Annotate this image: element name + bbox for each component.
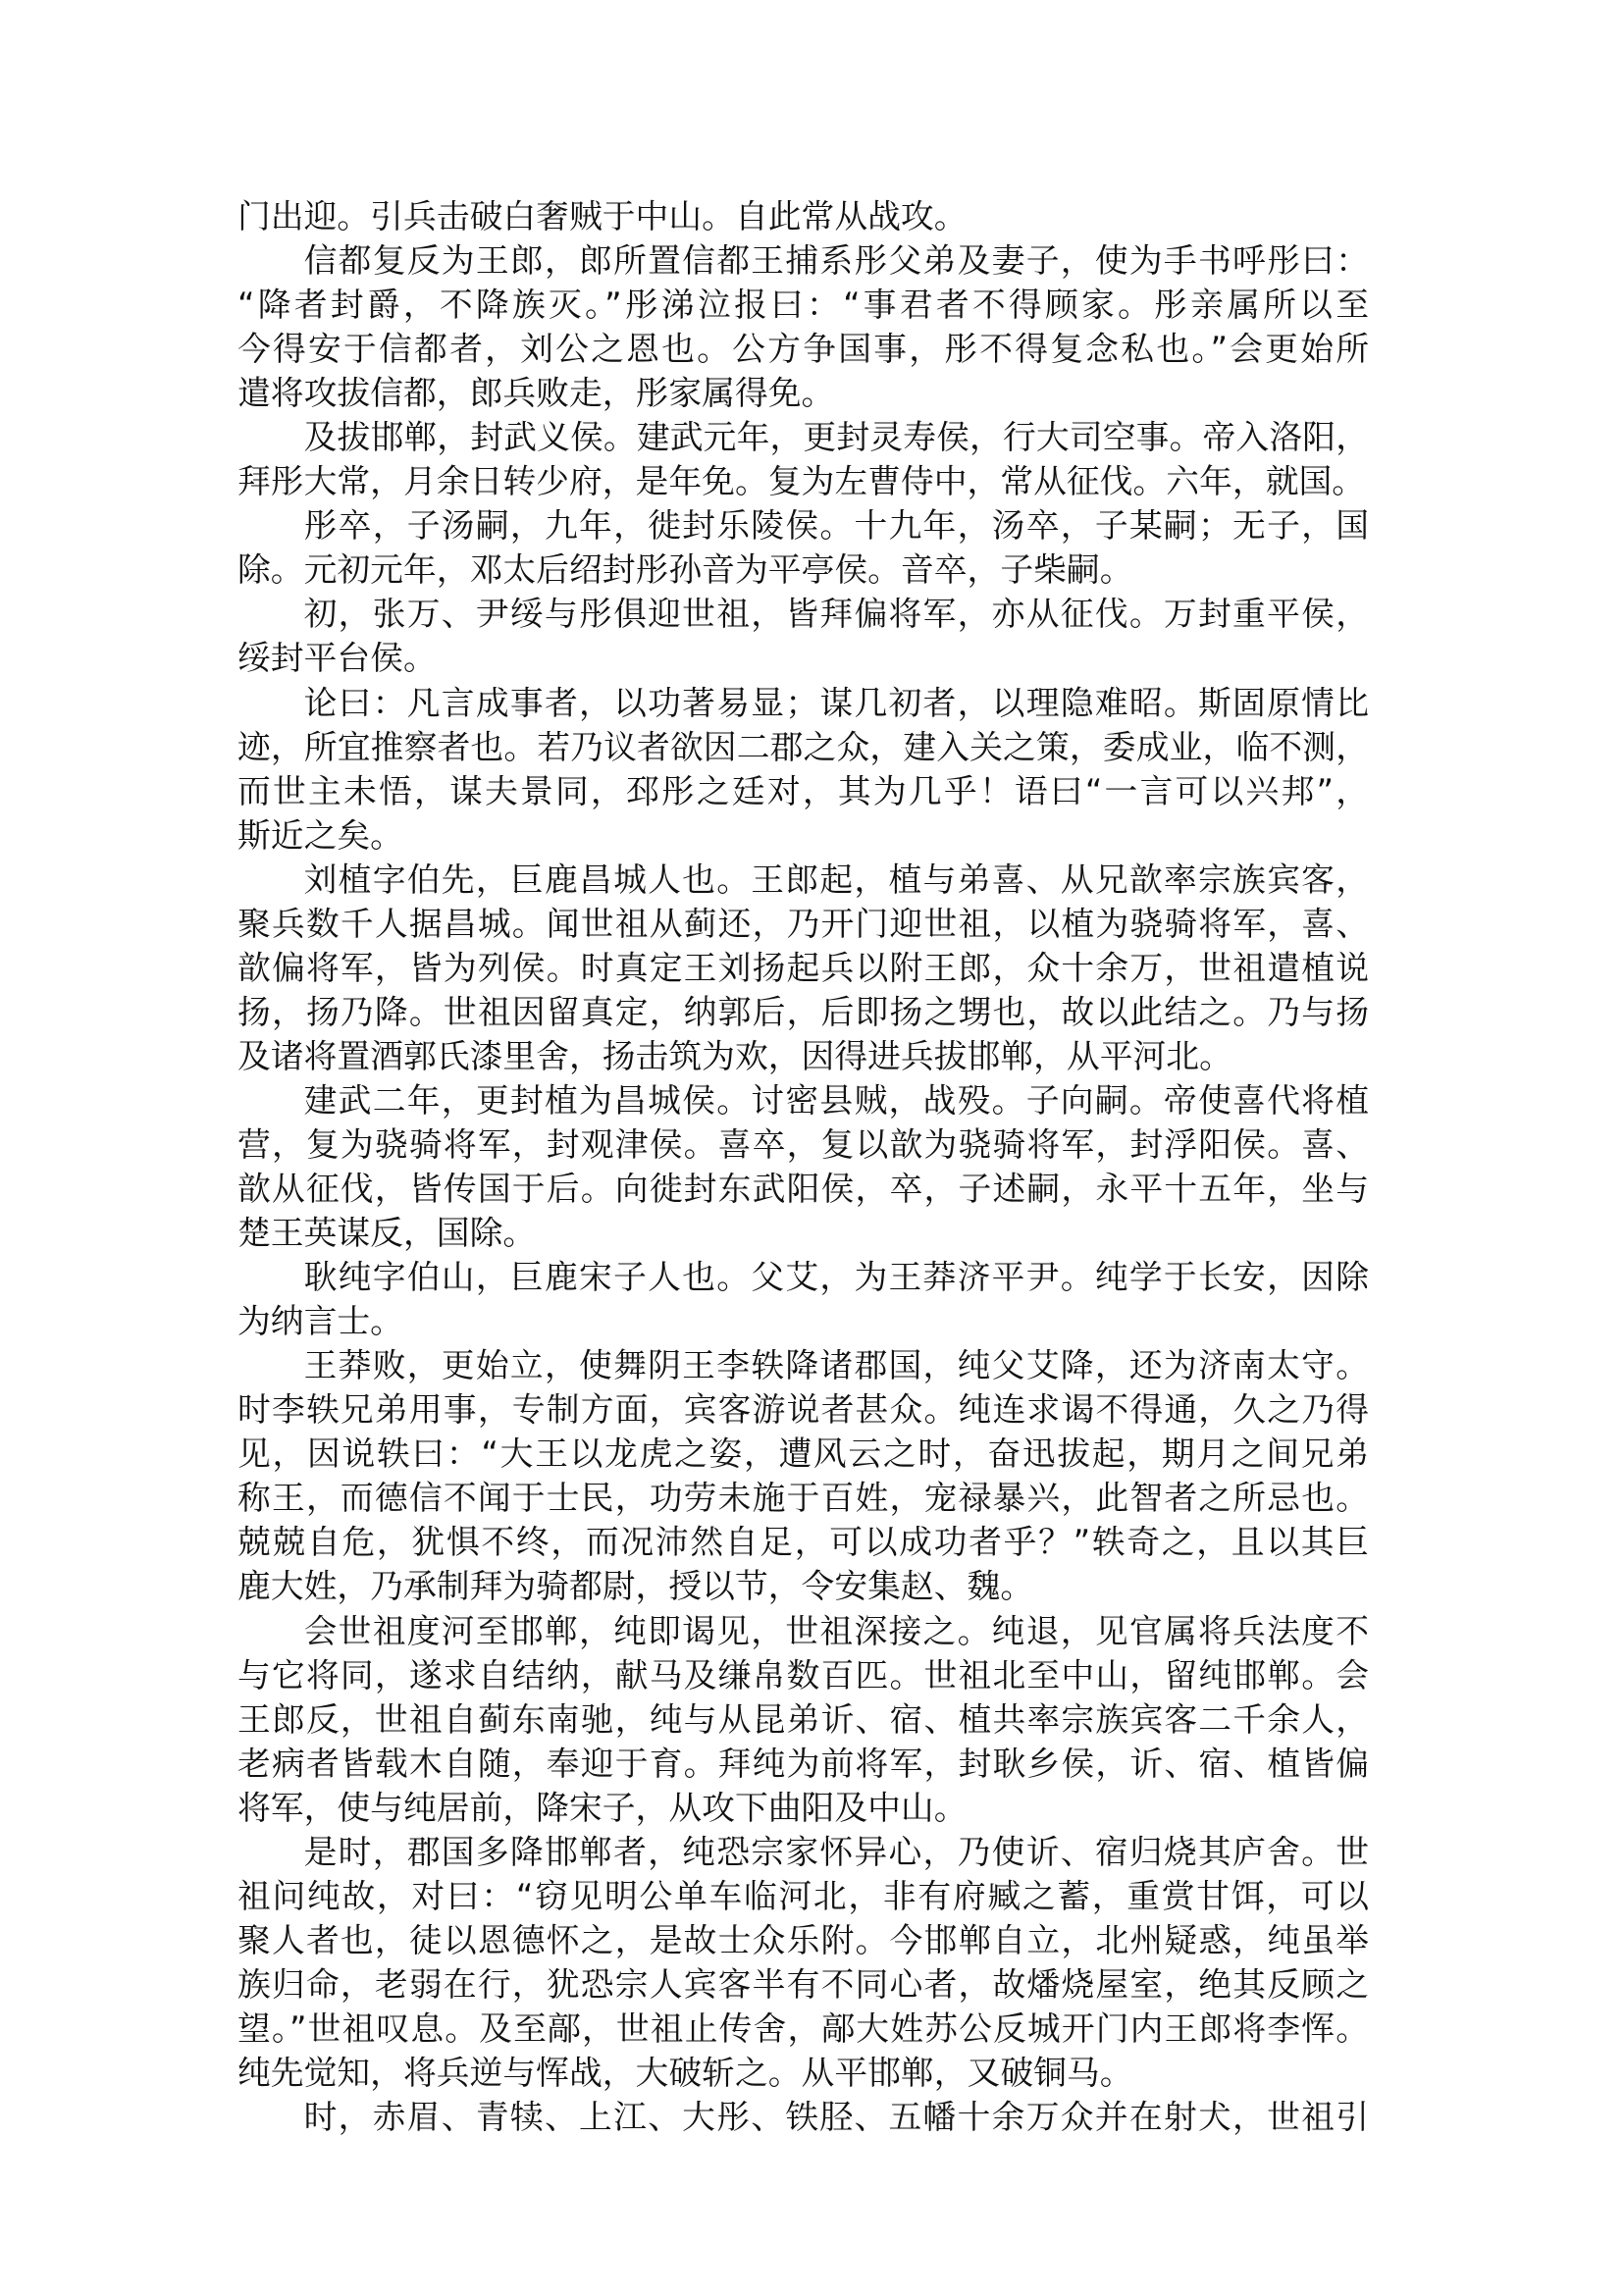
- text-line: 今得安于信都者，刘公之恩也。公方争国事，彤不得复念私也。”会更始所: [237, 330, 1369, 369]
- text-line: 扬，扬乃降。世祖因留真定，纳郭后，后即扬之甥也，故以此结之。乃与扬: [237, 992, 1369, 1031]
- text-line: 与它将同，遂求自结纳，献马及缣帛数百匹。世祖北至中山，留纯邯郸。会: [237, 1655, 1369, 1694]
- paragraph-first-line: 建武二年，更封植为昌城侯。讨密县贼，战殁。子向嗣。帝使喜代将植: [303, 1080, 1369, 1120]
- text-line: 聚人者也，徒以恩德怀之，是故士众乐附。今邯郸自立，北州疑惑，纯虽举: [237, 1920, 1369, 1959]
- text-line: 时李轶兄弟用事，专制方面，宾客游说者甚众。纯连求谒不得通，久之乃得: [237, 1390, 1369, 1430]
- paragraph-first-line: 彤卒，子汤嗣，九年，徙封乐陵侯。十九年，汤卒，子某嗣；无子，国: [303, 506, 1369, 546]
- text-line: 为纳言士。: [237, 1302, 403, 1341]
- paragraph-first-line: 时，赤眉、青犊、上江、大彤、铁胫、五幡十余万众并在射犬，世祖引: [303, 2098, 1369, 2137]
- text-body: [237, 194, 1369, 2139]
- text-line: 见，因说轶曰：“大王以龙虎之姿，遭风云之时，奋迅拔起，期月之间兄弟: [237, 1434, 1369, 1474]
- text-line: 族归命，老弱在行，犹恐宗人宾客半有不同心者，故燔烧屋室，绝其反顾之: [237, 1964, 1369, 2004]
- text-line: 而世主未悟，谋夫景同，邳彤之廷对，其为几乎！语曰“一言可以兴邦”，: [237, 771, 1369, 810]
- paragraph-first-line: 会世祖度河至邯郸，纯即谒见，世祖深接之。纯退，见官属将兵法度不: [303, 1611, 1369, 1650]
- paragraph-first-line: 初，张万、尹绥与彤俱迎世祖，皆拜偏将军，亦从征伐。万封重平侯，: [303, 595, 1369, 634]
- text-line: “降者封爵，不降族灭。”彤涕泣报曰：“事君者不得顾家。彤亲属所以至: [237, 286, 1369, 325]
- text-line: 纯先觉知，将兵逆与恽战，大破斩之。从平邯郸，又破铜马。: [237, 2053, 1133, 2092]
- text-line: 及诸将置酒郭氏漆里舍，扬击筑为欢，因得进兵拔邯郸，从平河北。: [237, 1036, 1232, 1075]
- paragraph-first-line: 耿纯字伯山，巨鹿宋子人也。父艾，为王莽济平尹。纯学于长安，因除: [303, 1258, 1369, 1297]
- text-line: 斯近之矣。: [237, 815, 403, 855]
- text-line: 遣将攻拔信都，郎兵败走，彤家属得免。: [237, 374, 835, 413]
- paragraph-first-line: 论曰：凡言成事者，以功著易显；谋几初者，以理隐难昭。斯固原情比: [303, 683, 1369, 722]
- paragraph-first-line: 及拔邯郸，封武义侯。建武元年，更封灵寿侯，行大司空事。帝入洛阳，: [303, 418, 1369, 457]
- text-line: 营，复为骁骑将军，封观津侯。喜卒，复以歆为骁骑将军，封浮阳侯。喜、: [237, 1124, 1369, 1164]
- text-line: 称王，而德信不闻于士民，功劳未施于百姓，宠禄暴兴，此智者之所忌也。: [237, 1479, 1369, 1518]
- text-line: 鹿大姓，乃承制拜为骑都尉，授以节，令安集赵、魏。: [237, 1567, 1034, 1606]
- paragraph-first-line: 信都复反为王郎，郎所置信都王捕系彤父弟及妻子，使为手书呼彤曰：: [303, 241, 1369, 281]
- text-line: 祖问纯故，对曰：“窃见明公单车临河北，非有府臧之蓄，重赏甘饵，可以: [237, 1876, 1369, 1915]
- paragraph-first-line: 王莽败，更始立，使舞阴王李轶降诸郡国，纯父艾降，还为济南太守。: [303, 1346, 1369, 1385]
- text-line: 王郎反，世祖自蓟东南驰，纯与从昆弟䜣、宿、植共率宗族宾客二千余人，: [237, 1699, 1369, 1739]
- text-line: 迹，所宜推察者也。若乃议者欲因二郡之众，建入关之策，委成业，临不测，: [237, 727, 1369, 766]
- paragraph-first-line: 是时，郡国多降邯郸者，纯恐宗家怀异心，乃使䜣、宿归烧其庐舍。世: [303, 1832, 1369, 1871]
- text-line: 门出迎。引兵击破白奢贼于中山。自此常从战攻。: [237, 197, 968, 235]
- text-line: 歆从征伐，皆传国于后。向徙封东武阳侯，卒，子述嗣，永平十五年，坐与: [237, 1170, 1369, 1209]
- text-line: 将军，使与纯居前，降宋子，从攻下曲阳及中山。: [237, 1788, 968, 1827]
- text-line: 兢兢自危，犹惧不终，而况沛然自足，可以成功者乎？”轶奇之，且以其巨: [237, 1523, 1369, 1562]
- paragraph-first-line: 刘植字伯先，巨鹿昌城人也。王郎起，植与弟喜、从兄歆率宗族宾客，: [303, 860, 1369, 899]
- text-line: 老病者皆载木自随，奉迎于育。拜纯为前将军，封耿乡侯，䜣、宿、植皆偏: [237, 1744, 1369, 1783]
- text-line: 聚兵数千人据昌城。闻世祖从蓟还，乃开门迎世祖，以植为骁骑将军，喜、: [237, 904, 1369, 943]
- text-line: 拜彤大常，月余日转少府，是年免。复为左曹侍中，常从征伐。六年，就国。: [237, 462, 1366, 501]
- text-line: 绥封平台侯。: [237, 639, 437, 678]
- text-line: 歆偏将军，皆为列侯。时真定王刘扬起兵以附王郎，众十余万，世祖遣植说: [237, 948, 1369, 987]
- text-line: 除。元初元年，邓太后绍封彤孙音为平亭侯。音卒，子柴嗣。: [237, 550, 1133, 590]
- text-line: 望。”世祖叹息。及至鄗，世祖止传舍，鄗大姓苏公反城开门内王郎将李恽。: [237, 2008, 1369, 2048]
- text-line: 楚王英谋反，国除。: [237, 1214, 537, 1253]
